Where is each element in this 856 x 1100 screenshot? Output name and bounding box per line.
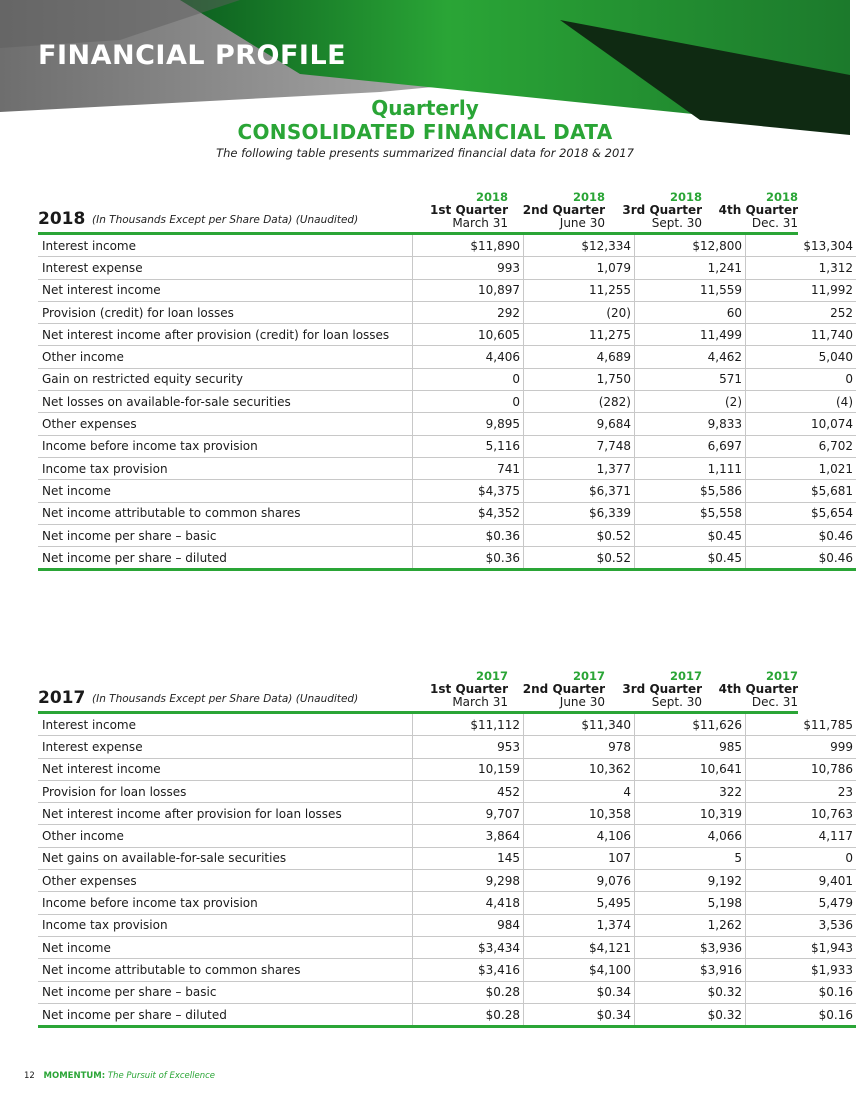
value-cell: $0.28	[413, 1003, 524, 1026]
value-cell: 1,750	[524, 368, 635, 390]
table-row	[38, 736, 856, 758]
value-cell: 5,040	[746, 346, 856, 368]
value-cell: 978	[524, 736, 635, 758]
value-cell: 9,401	[746, 870, 856, 892]
value-cell: 985	[635, 736, 746, 758]
value-cell: $3,916	[635, 959, 746, 981]
value-cell: 1,374	[524, 914, 635, 936]
value-cell: 571	[635, 368, 746, 390]
row-label: Net income	[38, 480, 413, 502]
quarter-name: 4th Quarter	[718, 203, 798, 217]
quarter-year: 2017	[669, 669, 702, 683]
value-cell: 10,605	[413, 324, 524, 346]
row-label: Net interest income	[38, 758, 413, 780]
value-cell: 1,021	[746, 457, 856, 479]
table-row	[38, 847, 856, 869]
value-cell: 10,319	[635, 803, 746, 825]
table-row	[38, 870, 856, 892]
value-cell: 9,833	[635, 413, 746, 435]
value-cell: 23	[746, 780, 856, 802]
row-label: Net income per share – diluted	[38, 547, 413, 570]
value-cell: 11,499	[635, 324, 746, 346]
value-cell: $1,943	[746, 936, 856, 958]
section-year: 2018	[38, 209, 86, 229]
value-cell: $5,654	[746, 502, 856, 524]
value-cell: 10,641	[635, 758, 746, 780]
value-cell: 4	[524, 780, 635, 802]
quarter-date: Sept. 30	[651, 216, 702, 230]
table-row	[38, 914, 856, 936]
value-cell: 1,312	[746, 257, 856, 279]
quarter-year: 2017	[765, 669, 798, 683]
value-cell: $4,352	[413, 502, 524, 524]
quarter-date: March 31	[452, 695, 508, 709]
value-cell: 3,864	[413, 825, 524, 847]
row-label: Net gains on available-for-sale securities	[38, 847, 413, 869]
value-cell: 9,684	[524, 413, 635, 435]
value-cell: 0	[746, 368, 856, 390]
financial-table-2018	[38, 235, 856, 571]
value-cell: $0.52	[524, 524, 635, 546]
value-cell: 5	[635, 847, 746, 869]
value-cell: 252	[746, 301, 856, 323]
value-cell: 107	[524, 847, 635, 869]
row-label: Net income attributable to common shares	[38, 959, 413, 981]
value-cell: $0.45	[635, 524, 746, 546]
row-label: Net income per share – basic	[38, 524, 413, 546]
table-row	[38, 714, 856, 736]
row-label: Income before income tax provision	[38, 435, 413, 457]
value-cell: $0.36	[413, 524, 524, 546]
quarter-date: Dec. 31	[751, 216, 798, 230]
value-cell: $11,112	[413, 714, 524, 736]
value-cell: 4,462	[635, 346, 746, 368]
value-cell: 1,241	[635, 257, 746, 279]
value-cell: 145	[413, 847, 524, 869]
value-cell: 4,066	[635, 825, 746, 847]
value-cell: 1,377	[524, 457, 635, 479]
value-cell: $0.46	[746, 524, 856, 546]
value-cell: 4,106	[524, 825, 635, 847]
row-label: Other expenses	[38, 413, 413, 435]
value-cell: 1,079	[524, 257, 635, 279]
table-row	[38, 524, 856, 546]
value-cell: 6,697	[635, 435, 746, 457]
table-row	[38, 547, 856, 570]
value-cell: 4,117	[746, 825, 856, 847]
value-cell: 9,192	[635, 870, 746, 892]
value-cell: 9,707	[413, 803, 524, 825]
row-label: Net interest income after provision (credit) for loan losses	[38, 324, 413, 346]
value-cell: $0.28	[413, 981, 524, 1003]
value-cell: 6,702	[746, 435, 856, 457]
row-label: Net interest income	[38, 279, 413, 301]
section-header	[38, 186, 798, 235]
value-cell: 10,159	[413, 758, 524, 780]
quarter-header	[698, 670, 798, 709]
page-header: FINANCIAL PROFILE	[38, 40, 347, 71]
value-cell: $11,785	[746, 714, 856, 736]
quarter-name: 3rd Quarter	[622, 682, 702, 696]
value-cell: 5,495	[524, 892, 635, 914]
value-cell: 11,255	[524, 279, 635, 301]
table-row	[38, 981, 856, 1003]
value-cell: 953	[413, 736, 524, 758]
row-label: Net interest income after provision for loan losses	[38, 803, 413, 825]
quarter-header	[408, 670, 508, 709]
row-label: Provision for loan losses	[38, 780, 413, 802]
value-cell: (4)	[746, 391, 856, 413]
value-cell: $13,304	[746, 235, 856, 257]
value-cell: 993	[413, 257, 524, 279]
value-cell: 10,786	[746, 758, 856, 780]
table-row	[38, 391, 856, 413]
value-cell: $6,371	[524, 480, 635, 502]
row-label: Income tax provision	[38, 457, 413, 479]
quarter-date: Dec. 31	[751, 695, 798, 709]
title-block	[0, 96, 850, 160]
value-cell: 0	[413, 391, 524, 413]
section-2018	[38, 186, 853, 571]
value-cell: 7,748	[524, 435, 635, 457]
value-cell: $1,933	[746, 959, 856, 981]
table-row	[38, 368, 856, 390]
value-cell: $3,416	[413, 959, 524, 981]
value-cell: $4,121	[524, 936, 635, 958]
value-cell: 10,362	[524, 758, 635, 780]
value-cell: 1,262	[635, 914, 746, 936]
value-cell: 3,536	[746, 914, 856, 936]
value-cell: 5,479	[746, 892, 856, 914]
table-row	[38, 435, 856, 457]
page-footer	[24, 1071, 215, 1081]
quarter-year: 2018	[669, 190, 702, 204]
value-cell: 11,559	[635, 279, 746, 301]
value-cell: (2)	[635, 391, 746, 413]
quarter-date: June 30	[559, 695, 605, 709]
row-label: Income before income tax provision	[38, 892, 413, 914]
value-cell: $5,558	[635, 502, 746, 524]
value-cell: $0.52	[524, 547, 635, 570]
section-note: (In Thousands Except per Share Data) (Unaudited)	[92, 214, 359, 226]
quarter-header	[698, 191, 798, 230]
value-cell: $0.16	[746, 1003, 856, 1026]
quarter-date: Sept. 30	[651, 695, 702, 709]
row-label: Gain on restricted equity security	[38, 368, 413, 390]
table-row	[38, 803, 856, 825]
value-cell: 999	[746, 736, 856, 758]
row-label: Other income	[38, 825, 413, 847]
row-label: Net income	[38, 936, 413, 958]
row-label: Provision (credit) for loan losses	[38, 301, 413, 323]
table-row	[38, 257, 856, 279]
row-label: Income tax provision	[38, 914, 413, 936]
value-cell: $4,100	[524, 959, 635, 981]
value-cell: $0.46	[746, 547, 856, 570]
value-cell: $5,681	[746, 480, 856, 502]
section-2017	[38, 665, 853, 1028]
quarter-year: 2018	[475, 190, 508, 204]
table-row	[38, 413, 856, 435]
value-cell: $0.16	[746, 981, 856, 1003]
quarter-date: June 30	[559, 216, 605, 230]
value-cell: 10,358	[524, 803, 635, 825]
section-note: (In Thousands Except per Share Data) (Unaudited)	[92, 693, 359, 705]
value-cell: 4,418	[413, 892, 524, 914]
value-cell: $0.45	[635, 547, 746, 570]
value-cell: 1,111	[635, 457, 746, 479]
row-label: Interest expense	[38, 736, 413, 758]
quarter-header	[505, 670, 605, 709]
value-cell: 741	[413, 457, 524, 479]
value-cell: (282)	[524, 391, 635, 413]
financial-table-2017	[38, 714, 856, 1028]
value-cell: $5,586	[635, 480, 746, 502]
value-cell: (20)	[524, 301, 635, 323]
row-label: Other income	[38, 346, 413, 368]
row-label: Net income per share – diluted	[38, 1003, 413, 1026]
value-cell: $0.32	[635, 981, 746, 1003]
table-row	[38, 892, 856, 914]
row-label: Interest expense	[38, 257, 413, 279]
value-cell: $0.32	[635, 1003, 746, 1026]
table-row	[38, 936, 856, 958]
value-cell: 292	[413, 301, 524, 323]
table-row	[38, 502, 856, 524]
table-row	[38, 780, 856, 802]
title-quarterly: Quarterly	[371, 96, 479, 120]
value-cell: $11,340	[524, 714, 635, 736]
value-cell: 5,116	[413, 435, 524, 457]
value-cell: $11,890	[413, 235, 524, 257]
value-cell: 11,740	[746, 324, 856, 346]
row-label: Other expenses	[38, 870, 413, 892]
footer-brand: MOMENTUM:	[43, 1071, 106, 1081]
row-label: Net income attributable to common shares	[38, 502, 413, 524]
value-cell: 10,763	[746, 803, 856, 825]
value-cell: $0.34	[524, 981, 635, 1003]
row-label: Net losses on available-for-sale securities	[38, 391, 413, 413]
value-cell: 4,689	[524, 346, 635, 368]
page-number: 12	[24, 1071, 35, 1081]
value-cell: 60	[635, 301, 746, 323]
table-row	[38, 279, 856, 301]
title-main: CONSOLIDATED FINANCIAL DATA	[237, 120, 613, 144]
quarter-name: 4th Quarter	[718, 682, 798, 696]
table-row	[38, 480, 856, 502]
table-row	[38, 235, 856, 257]
quarter-header	[505, 191, 605, 230]
quarter-name: 1st Quarter	[430, 682, 508, 696]
quarter-year: 2018	[765, 190, 798, 204]
value-cell: 0	[746, 847, 856, 869]
value-cell: $11,626	[635, 714, 746, 736]
row-label: Net income per share – basic	[38, 981, 413, 1003]
value-cell: 10,897	[413, 279, 524, 301]
value-cell: 322	[635, 780, 746, 802]
table-row	[38, 825, 856, 847]
title-subtitle: The following table presents summarized financial data for 2018 & 2017	[216, 146, 634, 160]
row-label: Interest income	[38, 714, 413, 736]
quarter-header	[602, 191, 702, 230]
value-cell: $3,936	[635, 936, 746, 958]
section-year: 2017	[38, 688, 86, 708]
quarter-name: 2nd Quarter	[522, 203, 605, 217]
row-label: Interest income	[38, 235, 413, 257]
value-cell: $12,800	[635, 235, 746, 257]
table-row	[38, 324, 856, 346]
value-cell: $3,434	[413, 936, 524, 958]
value-cell: $12,334	[524, 235, 635, 257]
quarter-date: March 31	[452, 216, 508, 230]
quarter-year: 2017	[572, 669, 605, 683]
value-cell: 4,406	[413, 346, 524, 368]
value-cell: 5,198	[635, 892, 746, 914]
value-cell: $0.34	[524, 1003, 635, 1026]
section-header	[38, 665, 798, 714]
value-cell: 452	[413, 780, 524, 802]
value-cell: 11,992	[746, 279, 856, 301]
table-row	[38, 1003, 856, 1026]
table-row	[38, 959, 856, 981]
table-row	[38, 758, 856, 780]
quarter-year: 2018	[572, 190, 605, 204]
value-cell: 10,074	[746, 413, 856, 435]
table-row	[38, 346, 856, 368]
value-cell: 9,298	[413, 870, 524, 892]
quarter-header	[602, 670, 702, 709]
value-cell: 0	[413, 368, 524, 390]
value-cell: 984	[413, 914, 524, 936]
quarter-name: 3rd Quarter	[622, 203, 702, 217]
quarter-header	[408, 191, 508, 230]
quarter-name: 1st Quarter	[430, 203, 508, 217]
value-cell: $4,375	[413, 480, 524, 502]
value-cell: 9,076	[524, 870, 635, 892]
quarter-name: 2nd Quarter	[522, 682, 605, 696]
value-cell: $0.36	[413, 547, 524, 570]
table-row	[38, 457, 856, 479]
table-row	[38, 301, 856, 323]
footer-tagline: The Pursuit of Excellence	[107, 1071, 216, 1081]
value-cell: $6,339	[524, 502, 635, 524]
quarter-year: 2017	[475, 669, 508, 683]
value-cell: 11,275	[524, 324, 635, 346]
value-cell: 9,895	[413, 413, 524, 435]
